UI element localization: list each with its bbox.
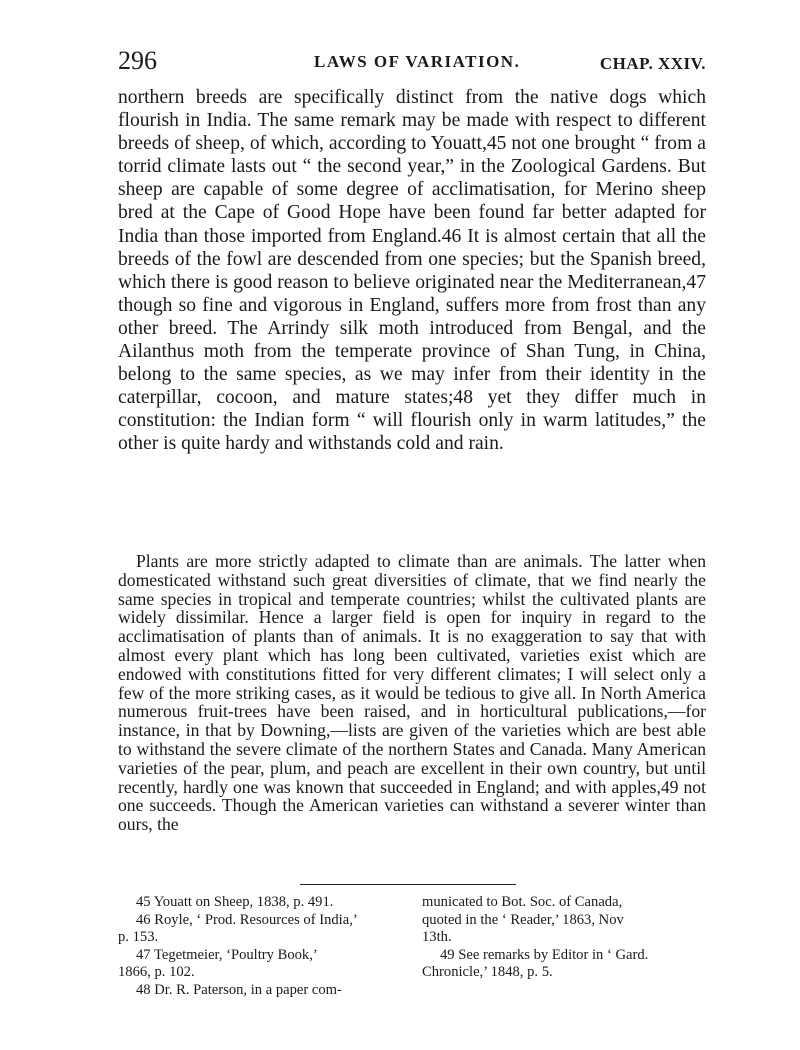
footnote-48-continued: municated to Bot. Soc. of Canada, [422,894,623,910]
running-title: LAWS OF VARIATION. [314,52,521,71]
footnote-49: 49 See remarks by Editor in ‘ Gard. [440,946,649,963]
footnote-47: 47 Tegetmeier, ‘Poultry Book,’ [136,946,318,963]
footnote-divider [300,884,516,885]
footnote-46: 46 Royle, ‘ Prod. Resources of India,’ [136,911,358,928]
footnote-45: 45 Youatt on Sheep, 1838, p. 491. [136,894,334,910]
page-number: 296 [118,46,157,75]
footnote-46-continued: p. 153. [118,929,159,946]
footnote-47-continued: 1866, p. 102. [118,964,195,981]
footnote-48-continued-3: 13th. [422,929,452,946]
paragraph-plants-climate: Plants are more strictly adapted to climate than are animals. The latter when domesticated withstand such great diversities of climate, that we find nearly the same species in tropical and temperate countries; whilst the cultivated plants are widely dissimilar. Hence a larger field is open for inquiry in regard to the acclimatisation of plants than of animals. It is no exaggeration to say that with almost every plant which has long been cultivated, varieties exist which are endowed with constitutions fitted for very different climates; I will select only a few of the more striking cases, as it would be tedious to give all. In North America numerous fruit-trees have been raised, and in horticultural publications,—for instance, in that by Downing,—lists are given of the varieties which are best able to withstand the severe climate of the northern States and Canada. Many American varieties of the pear, plum, and peach are excellent in their own country, but until recently, hardly one was known that succeeded in England; and with apples,49 not one succeeds. Though the American varieties can withstand a severer winter than ours, the [118,551,706,835]
chapter-label: CHAP. XXIV. [599,54,706,73]
footnotes-right-column [422,894,706,982]
footnotes-left-column [118,894,408,1000]
page-header [118,46,706,86]
footnote-48: 48 Dr. R. Paterson, in a paper com- [136,981,342,998]
footnote-49-continued: Chronicle,’ 1848, p. 5. [422,964,553,981]
paragraph-dogs-sheep-fowl: northern breeds are specifically distinct from the native dogs which flourish in India. The same remark may be made with respect to different breeds of sheep, of which, according to Youatt,45 not one brought “ from a torrid climate lasts out “ the second year,” in the Zoological Gardens. But sheep are capable of some degree of acclimatisation, for Merino sheep bred at the Cape of Good Hope have been found far better adapted for India than those imported from England.46 It is almost certain that all the breeds of the fowl are descended from one species; but the Spanish breed, which there is good reason to believe originated near the Mediterranean,47 though so fine and vigorous in England, suffers more from frost than any other breed. The Arrindy silk moth introduced from Bengal, and the Ailanthus moth from the temperate province of Shan Tung, in China, belong to the same species, as we may infer from their identity in the caterpillar, cocoon, and mature states;48 yet they differ much in constitution: the Indian form “ will flourish only in warm latitudes,” the other is quite hardy and withstands cold and rain. [118,87,706,455]
footnote-48-continued-2: quoted in the ‘ Reader,’ 1863, Nov [422,911,624,928]
